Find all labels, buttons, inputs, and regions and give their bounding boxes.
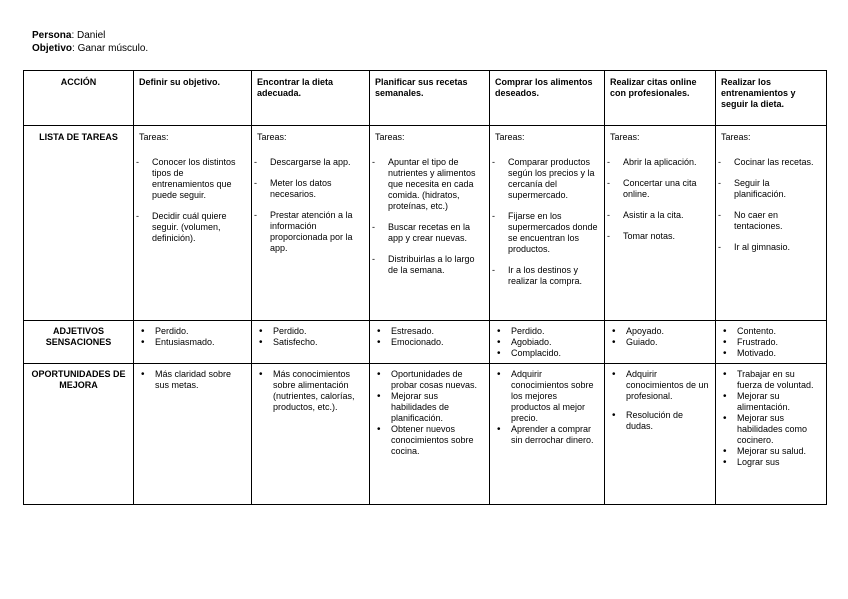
task-item: - Distribuirlas a lo largo de la semana. xyxy=(375,254,484,276)
oportunidad-item: • Mejorar su salud. xyxy=(721,446,821,457)
oportunidad-item: • Mejorar su alimentación. xyxy=(721,391,821,413)
customer-journey-table xyxy=(23,70,827,505)
oportunidad-item: • Adquirir conocimientos sobre los mejores productos al mejor precio. xyxy=(495,369,599,424)
adjetivo-item: • Complacido. xyxy=(495,348,599,359)
oportunidades-cell xyxy=(370,364,490,505)
tareas-row xyxy=(24,126,827,321)
row-header-tareas: LISTA DE TAREAS xyxy=(24,126,134,321)
oportunidad-item: • Obtener nuevos conocimientos sobre cocina. xyxy=(375,424,484,457)
adjetivos-cell xyxy=(370,321,490,364)
oportunidad-item: • Mejorar sus habilidades de planificación. xyxy=(375,391,484,424)
accion-cell: Definir su objetivo. xyxy=(134,71,252,126)
oportunidad-item: • Aprender a comprar sin derrochar dinero. xyxy=(495,424,599,446)
row-header-adjetivos: ADJETIVOS SENSACIONES xyxy=(24,321,134,364)
oportunidad-item: • Más claridad sobre sus metas. xyxy=(139,369,246,391)
task-item: - Cocinar las recetas. xyxy=(721,157,821,168)
task-item: - Descargarse la app. xyxy=(257,157,364,168)
oportunidad-item: • Lograr sus xyxy=(721,457,821,468)
task-item: - Tomar notas. xyxy=(610,231,710,242)
task-item: - No caer en tentaciones. xyxy=(721,210,821,232)
adjetivo-item: • Perdido. xyxy=(139,326,246,337)
task-item: - Seguir la planificación. xyxy=(721,178,821,200)
task-item: - Conocer los distintos tipos de entrenamientos que puede seguir. xyxy=(139,157,246,201)
tareas-cell xyxy=(716,126,827,321)
oportunidad-item: • Adquirir conocimientos de un profesional. xyxy=(610,369,710,402)
task-item: - Asistir a la cita. xyxy=(610,210,710,221)
tareas-label: Tareas: xyxy=(610,132,640,142)
tareas-cell xyxy=(370,126,490,321)
objetivo-line xyxy=(32,42,148,55)
task-item: - Abrir la aplicación. xyxy=(610,157,710,168)
task-item: - Apuntar el tipo de nutrientes y alimentos que necesita en cada comida. (hidratos, proteínas, etc.) xyxy=(375,157,484,212)
document-header xyxy=(32,29,148,55)
adjetivo-item: • Perdido. xyxy=(495,326,599,337)
tareas-cell xyxy=(490,126,605,321)
accion-cell: Realizar los entrenamientos y seguir la dieta. xyxy=(716,71,827,126)
task-item: - Prestar atención a la información proporcionada por la app. xyxy=(257,210,364,254)
adjetivo-item: • Satisfecho. xyxy=(257,337,364,348)
accion-row xyxy=(24,71,827,126)
objetivo-label: Objetivo xyxy=(32,43,73,54)
task-item: - Meter los datos necesarios. xyxy=(257,178,364,200)
row-header-oportunidades: OPORTUNIDADES DE MEJORA xyxy=(24,364,134,505)
oportunidad-item: • Oportunidades de probar cosas nuevas. xyxy=(375,369,484,391)
oportunidad-item: • Trabajar en su fuerza de voluntad. xyxy=(721,369,821,391)
adjetivo-item: • Guiado. xyxy=(610,337,710,348)
objetivo-value: : Ganar músculo. xyxy=(72,43,149,54)
adjetivo-item: • Apoyado. xyxy=(610,326,710,337)
tareas-cell xyxy=(134,126,252,321)
adjetivo-item: • Estresado. xyxy=(375,326,484,337)
oportunidades-cell xyxy=(252,364,370,505)
accion-cell: Planificar sus recetas semanales. xyxy=(370,71,490,126)
oportunidades-cell xyxy=(490,364,605,505)
oportunidades-row xyxy=(24,364,827,505)
oportunidad-item: • Resolución de dudas. xyxy=(610,410,710,432)
adjetivos-cell xyxy=(252,321,370,364)
adjetivos-cell xyxy=(716,321,827,364)
task-item: - Ir a los destinos y realizar la compra. xyxy=(495,265,599,287)
tareas-label: Tareas: xyxy=(257,132,287,142)
tareas-label: Tareas: xyxy=(721,132,751,142)
tareas-label: Tareas: xyxy=(139,132,169,142)
persona-value: : Daniel xyxy=(71,30,106,41)
adjetivo-item: • Agobiado. xyxy=(495,337,599,348)
oportunidades-cell xyxy=(716,364,827,505)
task-item: - Buscar recetas en la app y crear nuevas. xyxy=(375,222,484,244)
accion-cell: Realizar citas online con profesionales. xyxy=(605,71,716,126)
adjetivo-item: • Motivado. xyxy=(721,348,821,359)
tareas-cell xyxy=(605,126,716,321)
adjetivo-item: • Emocionado. xyxy=(375,337,484,348)
task-item: - Concertar una cita online. xyxy=(610,178,710,200)
tareas-label: Tareas: xyxy=(375,132,405,142)
task-item: - Decidir cuál quiere seguir. (volumen, definición). xyxy=(139,211,246,244)
oportunidad-item: • Más conocimientos sobre alimentación (nutrientes, calorías, productos, etc.). xyxy=(257,369,364,413)
task-item: - Ir al gimnasio. xyxy=(721,242,821,253)
oportunidades-cell xyxy=(134,364,252,505)
oportunidad-item: • Mejorar sus habilidades como cocinero. xyxy=(721,413,821,446)
adjetivo-item: • Frustrado. xyxy=(721,337,821,348)
adjetivos-cell xyxy=(605,321,716,364)
adjetivo-item: • Entusiasmado. xyxy=(139,337,246,348)
adjetivo-item: • Contento. xyxy=(721,326,821,337)
adjetivos-cell xyxy=(490,321,605,364)
persona-line xyxy=(32,29,148,42)
tareas-cell xyxy=(252,126,370,321)
adjetivo-item: • Perdido. xyxy=(257,326,364,337)
row-header-accion: ACCIÓN xyxy=(24,71,134,126)
tareas-label: Tareas: xyxy=(495,132,525,142)
persona-label: Persona xyxy=(32,30,72,41)
accion-cell: Comprar los alimentos deseados. xyxy=(490,71,605,126)
task-item: - Fijarse en los supermercados donde se encuentran los productos. xyxy=(495,211,599,255)
adjetivos-cell xyxy=(134,321,252,364)
accion-cell: Encontrar la dieta adecuada. xyxy=(252,71,370,126)
task-item: - Comparar productos según los precios y la cercanía del supermercado. xyxy=(495,157,599,201)
adjetivos-row xyxy=(24,321,827,364)
oportunidades-cell xyxy=(605,364,716,505)
